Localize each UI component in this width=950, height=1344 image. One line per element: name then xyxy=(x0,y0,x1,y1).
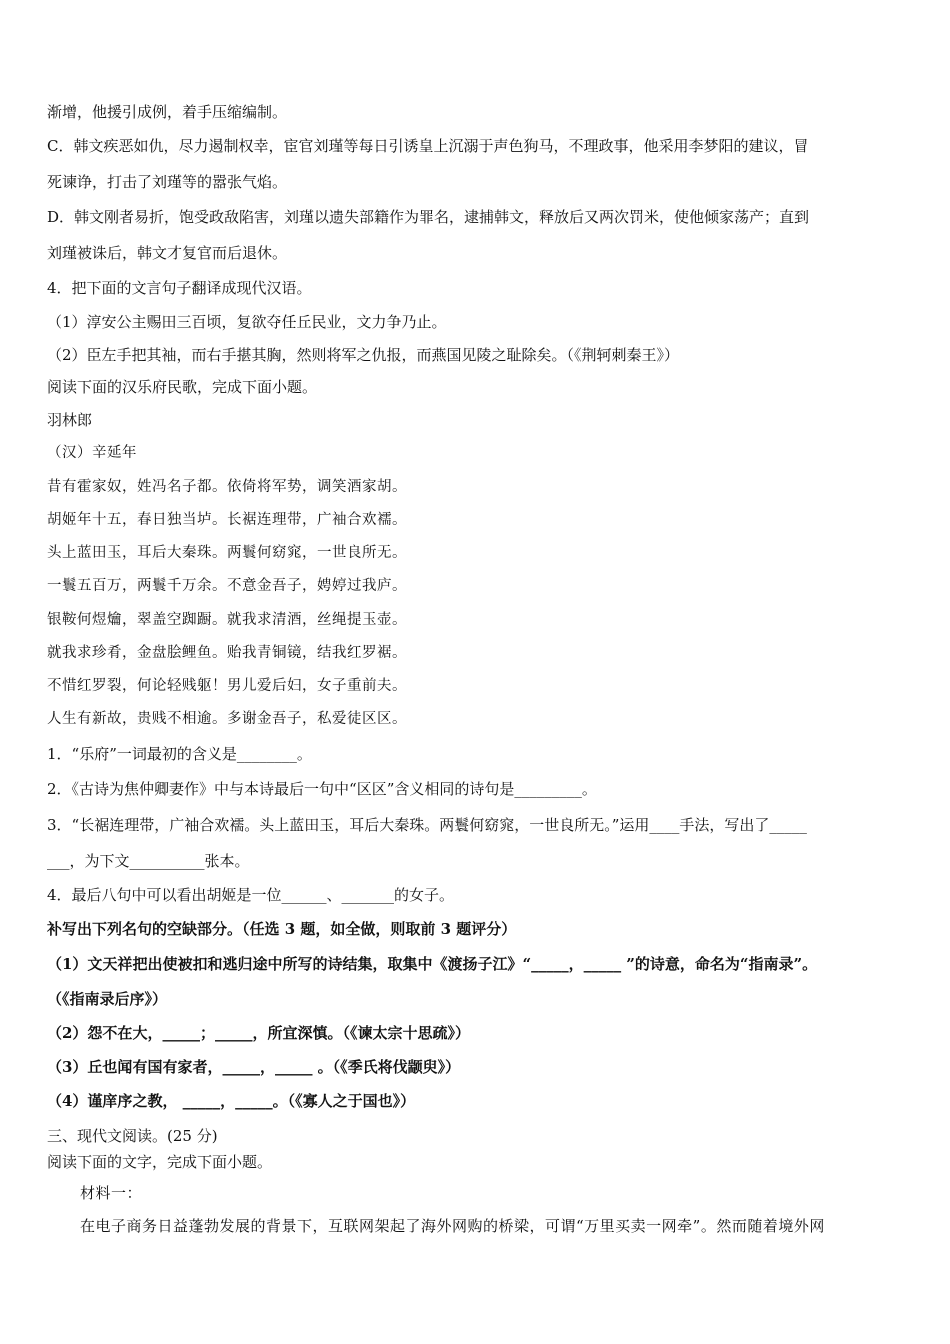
option-c-line-2: 死谏诤，打击了刘瑾等的嚣张气焰。 xyxy=(47,173,288,191)
fill-in-item-3: （3）丘也闻有国有家者，_____，_____ 。（《季氏将伐颛臾》） xyxy=(47,1058,461,1076)
option-d-line-1: D．韩文刚者易折，饱受政敌陷害，刘瑾以遗失部籍作为罪名，逮捕韩文，释放后又两次罚米，使他倾家荡产；直到 xyxy=(47,208,810,226)
section-instruction: 阅读下面的汉乐府民歌，完成下面小题。 xyxy=(47,378,318,396)
material-one-text: 在电子商务日益蓬勃发展的背景下，互联网架起了海外网购的桥梁，可谓“万里买卖一网牵”。然而随着境外网 xyxy=(80,1217,825,1235)
question-4-title: 4．把下面的文言句子翻译成现代汉语。 xyxy=(47,279,312,297)
poem-line: 就我求珍肴，金盘脍鲤鱼。贻我青铜镜，结我红罗裾。 xyxy=(47,645,407,661)
poem-line: 昔有霍家奴，姓冯名子都。依倚将军势，调笑酒家胡。 xyxy=(47,479,407,495)
poem-line: 银鞍何煜爚，翠盖空踟蹰。就我求清酒，丝绳提玉壶。 xyxy=(47,612,407,628)
poem-title: 羽林郎 xyxy=(47,411,93,429)
sub-question-2: 2．《古诗为焦仲卿妻作》中与本诗最后一句中“区区”含义相同的诗句是_________。 xyxy=(47,780,597,798)
sub-question-4: 4．最后八句中可以看出胡姬是一位______、_______的女子。 xyxy=(47,886,455,904)
reading-instruction: 阅读下面的文字，完成下面小题。 xyxy=(47,1153,273,1171)
fill-in-item-4: （4）谨庠序之教， _____，_____。（《寡人之于国也》） xyxy=(47,1092,416,1110)
sub-question-1: 1．“乐府”一词最初的含义是________。 xyxy=(47,745,312,763)
poem-line: 不惜红罗裂，何论轻贱躯！男儿爱后妇，女子重前夫。 xyxy=(47,678,407,694)
poem-line: 胡姬年十五，春日独当垆。长裾连理带，广袖合欢襦。 xyxy=(47,512,407,528)
sub-question-3-line-1: 3．“长裾连理带，广袖合欢襦。头上蓝田玉，耳后大秦珠。两鬟何窈窕，一世良所无。”运用____手法，写出了_____ xyxy=(47,816,807,834)
translation-item-2: （2）臣左手把其袖，而右手揕其胸，然则将军之仇报，而燕国见陵之耻除矣。（《荆轲刺秦王》） xyxy=(47,346,680,364)
material-one-label: 材料一： xyxy=(80,1184,143,1202)
poem-line: 人生有新故，贵贱不相逾。多谢金吾子，私爱徒区区。 xyxy=(47,711,407,727)
fill-in-item-1-line-2: （《指南录后序》） xyxy=(47,990,168,1008)
sub-question-3-line-2: ___，为下文__________张本。 xyxy=(47,852,250,870)
text-line: 渐增，他援引成例，着手压缩编制。 xyxy=(47,103,288,121)
fill-in-title: 补写出下列名句的空缺部分。（任选 3 题，如全做，则取前 3 题评分） xyxy=(47,920,517,938)
poem-line: 一鬟五百万，两鬟千万余。不意金吾子，娉婷过我庐。 xyxy=(47,578,407,594)
poem-author: （汉）辛延年 xyxy=(47,445,137,461)
option-c-line-1: C．韩文疾恶如仇，尽力遏制权幸，宦官刘瑾等每日引诱皇上沉溺于声色狗马，不理政事，他采用李梦阳的建议，冒 xyxy=(47,137,809,155)
poem-line: 头上蓝田玉，耳后大秦珠。两鬟何窈窕，一世良所无。 xyxy=(47,545,407,561)
option-d-line-2: 刘瑾被诛后，韩文才复官而后退休。 xyxy=(47,244,288,262)
fill-in-item-2: （2）怨不在大，_____；_____，所宜深慎。（《谏太宗十思疏》） xyxy=(47,1024,470,1042)
fill-in-item-1-line-1: （1）文天祥把出使被扣和逃归途中所写的诗结集，取集中《渡扬子江》“_____，_____ ”的诗意，命名为“指南录”。 xyxy=(47,955,818,973)
translation-item-1: （1）淳安公主赐田三百顷，复欲夺任丘民业，文力争乃止。 xyxy=(47,313,447,331)
section-three-heading: 三、现代文阅读。(25 分) xyxy=(47,1127,218,1145)
